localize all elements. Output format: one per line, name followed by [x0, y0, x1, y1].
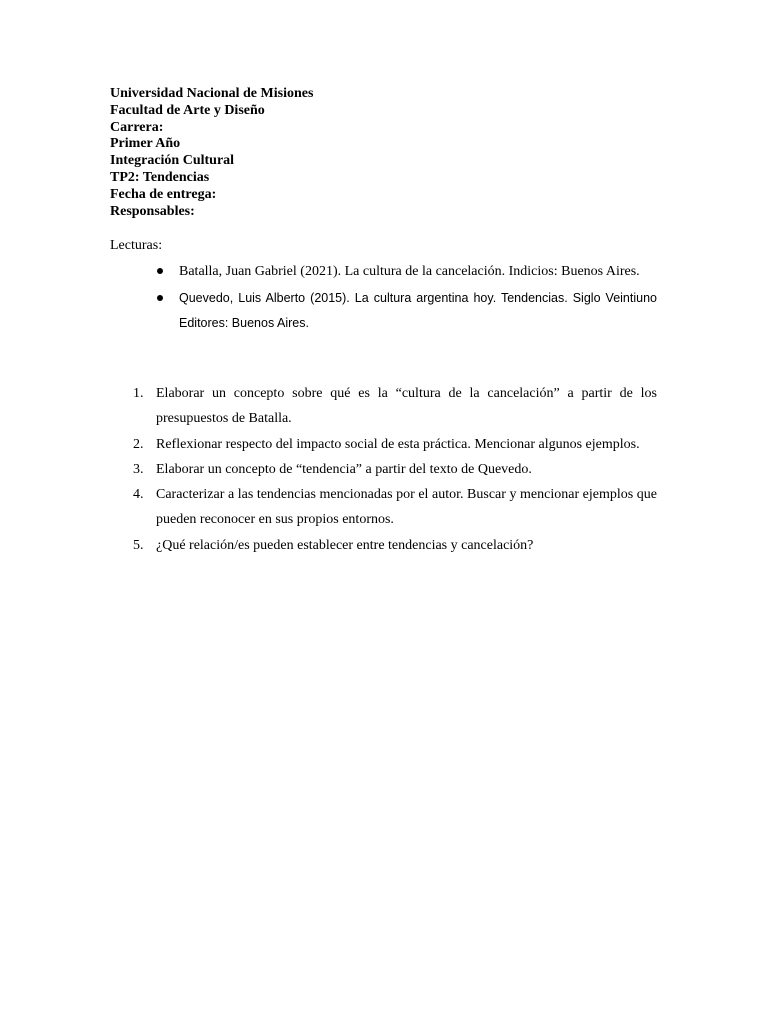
reading-item: [179, 286, 657, 336]
due-date-label: Fecha de entrega:: [110, 186, 217, 202]
reading-text: Quevedo, Luis Alberto (2015). La cultura argentina hoy. Tendencias. Siglo Veintiuno Editores: Buenos Aires.: [179, 291, 657, 330]
task-item: [133, 482, 657, 533]
task-text: Elaborar un concepto sobre qué es la “cultura de la cancelación” a partir de los presupuestos de Batalla.: [156, 386, 657, 427]
task-item: [133, 533, 657, 558]
bullet-icon: [157, 268, 163, 274]
reading-text: Batalla, Juan Gabriel (2021). La cultura de la cancelación. Indicios: Buenos Aires.: [179, 264, 640, 279]
assignment-title: TP2: Tendencias: [110, 169, 210, 185]
task-text: Reflexionar respecto del impacto social de esta práctica. Mencionar algunos ejemplos.: [156, 436, 640, 452]
document-header: [110, 86, 658, 220]
bullet-icon: [157, 295, 163, 301]
career-label: Carrera:: [110, 119, 164, 135]
tasks-list: [133, 381, 657, 558]
task-item: [133, 457, 657, 482]
task-number: 3.: [133, 461, 144, 477]
faculty-name: Facultad de Arte y Diseño: [110, 102, 265, 118]
task-text: Caracterizar a las tendencias mencionadas por el autor. Buscar y mencionar ejemplos que pueden reconocer en sus propios entornos.: [156, 487, 657, 528]
task-item: [133, 432, 657, 457]
task-number: 4.: [133, 487, 144, 503]
readings-list: [179, 259, 657, 338]
task-number: 5.: [133, 537, 144, 553]
task-number: 1.: [133, 386, 144, 401]
responsible-label: Responsables:: [110, 203, 195, 219]
subject-name: Integración Cultural: [110, 153, 235, 169]
task-number: 2.: [133, 436, 144, 452]
readings-heading: Lecturas:: [110, 238, 163, 253]
task-text: Elaborar un concepto de “tendencia” a partir del texto de Quevedo.: [156, 461, 532, 477]
year-label: Primer Año: [110, 136, 181, 152]
reading-item: [179, 259, 657, 284]
task-text: ¿Qué relación/es pueden establecer entre tendencias y cancelación?: [156, 537, 534, 553]
university-name: Universidad Nacional de Misiones: [110, 86, 314, 101]
task-item: [133, 381, 657, 432]
